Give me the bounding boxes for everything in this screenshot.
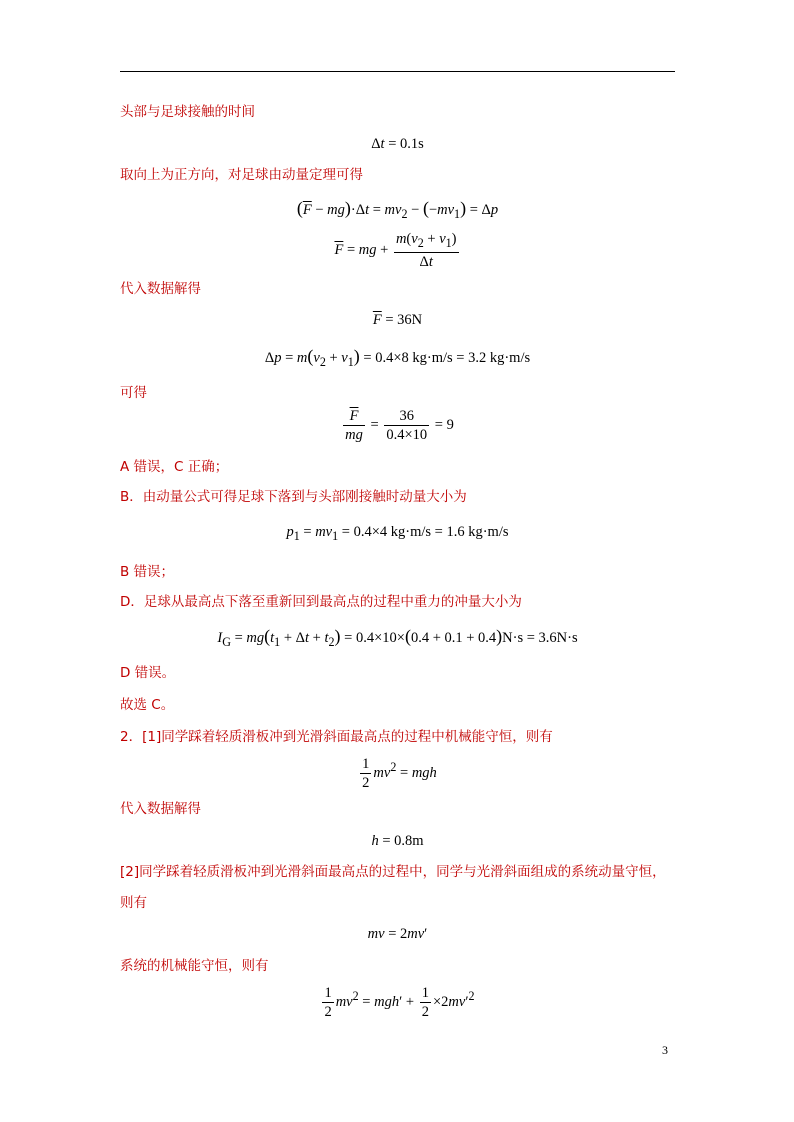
text-line: 取向上为正方向，对足球由动量定理可得 [120, 167, 363, 183]
text-line: 故选 C。 [120, 697, 175, 713]
text-line: D 错误。 [120, 665, 176, 681]
equation-momentum-theorem: $(\overline{F} - mg)\cdot\Delta t = mv_2 - (-mv_1) = \Delta p$ [296, 198, 499, 221]
equation-p1: $p_1 = mv_1 = 0.4\times 4$ kg·m/s = 1.6 kg·m/s [286, 524, 509, 543]
equation-ratio: $\frac{\overline{F}}{mg}$ = $\frac{36}{0.4\times 10}$ = 9 [345, 408, 454, 443]
equation-average-force: $\overline{F}$ = mg + $\frac{m(v_2 + v_1)}{\Delta t}$ [334, 231, 457, 270]
text-line: 则有 [120, 895, 147, 911]
equation-gravity-impulse: $I_G = mg(t_1 + \Delta t + t_2) = 0.4\times 10\times(0.4 + 0.1 + 0.4)N\cdot s = 3.6N\cdot s$ [217, 626, 578, 649]
text-line: 代入数据解得 [120, 801, 201, 817]
text-line: B 错误； [120, 564, 175, 580]
text-line: D．足球从最高点下落至重新回到最高点的过程中重力的冲量大小为 [120, 594, 522, 610]
text-line: 代入数据解得 [120, 281, 201, 297]
text-line: [2]同学踩着轻质滑板冲到光滑斜面最高点的过程中，同学与光滑斜面组成的系统动量守恒， [120, 864, 666, 880]
equation-height: h = 0.8m [371, 833, 424, 849]
text-line: 头部与足球接触的时间 [120, 104, 255, 120]
header-rule [120, 71, 675, 72]
page-number: 3 [662, 1043, 668, 1057]
text-line: 2．[1]同学踩着轻质滑板冲到光滑斜面最高点的过程中机械能守恒，则有 [120, 729, 553, 745]
text-line: A 错误，C 正确； [120, 459, 229, 475]
equation-force-value: $\overline{F} = 36N$ [372, 312, 423, 328]
equation-energy-2: $\frac{1}{2}$ $mv^2 = mgh'$ + $\frac{1}{2}$ $\times 2mv'^2$ [324, 985, 475, 1020]
text-line: B．由动量公式可得足球下落到与头部刚接触时动量大小为 [120, 489, 467, 505]
equation-momentum-conservation: mv = 2mv′ [367, 926, 428, 942]
equation-delta-t: Δt = 0.1s [371, 136, 424, 152]
text-line: 可得 [120, 385, 147, 401]
equation-delta-p: $\Delta p = m(v_2 + v_1) = 0.4\times 8$ kg·m/s = 3.2 kg·m/s [264, 346, 531, 369]
equation-energy-1: $\frac{1}{2}$ $mv^2$ = mgh [362, 756, 437, 791]
text-line: 系统的机械能守恒，则有 [120, 958, 269, 974]
